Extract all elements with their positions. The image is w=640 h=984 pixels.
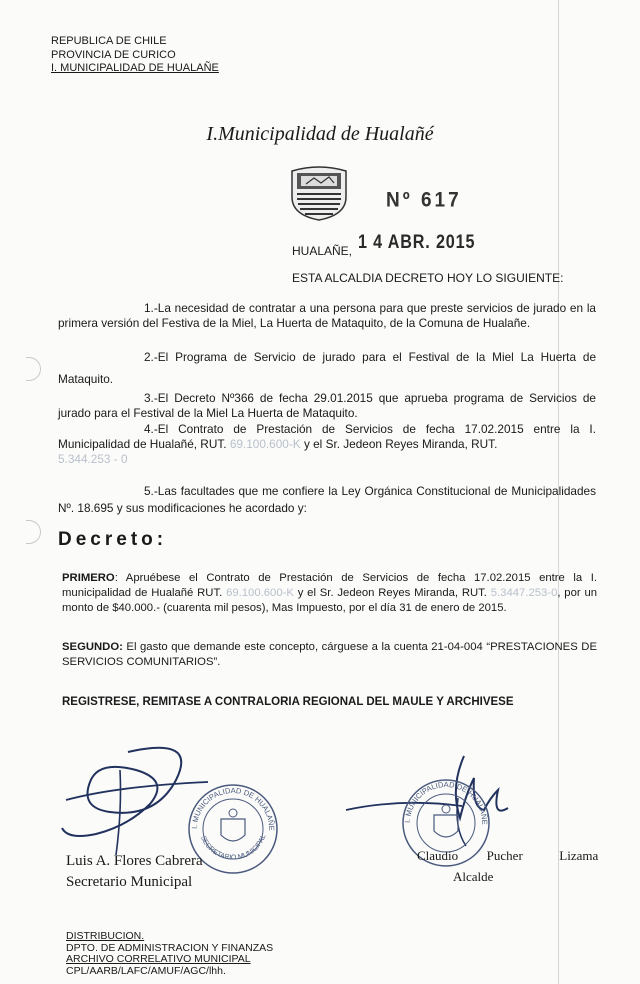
considerando-5: 5.-Las facultades que me confiere la Ley Orgánica Constitucional de Municipalidades Nº. 18.695 y sus modificaciones he acordado y: <box>58 484 596 515</box>
document-header <box>51 35 219 76</box>
punch-hole <box>26 357 41 381</box>
svg-text:I. MUNICIPALIDAD DE HUALAÑE <box>190 786 276 831</box>
distribution-initials: CPL/AARB/LAFC/AMUF/AGC/lhh. <box>66 964 226 977</box>
seal-text: I. MUNICIPALIDAD DE HUALAÑE <box>189 785 277 831</box>
seal-text: SECRETARIO MUNICIPAL <box>199 833 268 862</box>
segundo-label: SEGUNDO: <box>62 641 123 653</box>
distribution-item: DPTO. DE ADMINISTRACION Y FINANZAS <box>66 941 274 954</box>
distribution-item: ARCHIVO CORRELATIVO MUNICIPAL <box>66 953 251 965</box>
secretary-signature-block <box>66 851 203 893</box>
seal-text: I. MUNICIPALIDAD DE HUALAÑE <box>402 779 490 825</box>
mayor-middle-name: Pucher <box>486 848 523 863</box>
svg-text:SECRETARIO MUNICIPAL <box>199 834 267 862</box>
mayor-signature-block <box>417 845 598 887</box>
faded-rut: 69.100.600-K <box>226 587 294 599</box>
place-label: HUALAÑE, <box>292 244 353 258</box>
distribution-heading: DISTRIBUCION. <box>66 930 145 942</box>
date-stamp: 1 4 ABR. 2015 <box>358 232 476 253</box>
header-province: PROVINCIA DE CURICO <box>51 48 176 61</box>
considerando-3: 3.-El Decreto Nº366 de fecha 29.01.2015 que aprueba programa de Servicios de jurado para el Festival de la Miel La Huerta de Mataquito. <box>58 391 596 420</box>
secretary-name: Luis A. Flores Cabrera <box>66 853 203 869</box>
decree-number-stamp: Nº 617 <box>386 188 462 212</box>
mayor-title: Alcalde <box>453 869 494 884</box>
distribution-block <box>66 931 273 977</box>
primero-article: PRIMERO: Apruébese el Contrato de Prestación de Servicios de fecha 17.02.2015 entre la I. municipalidad de Hualañé RUT. 69.100.600-K y el Sr. Jedeon Reyes Miranda, RUT. 5.3447.253-0, por un monto de $40.000.- (cuarenta mil pesos), Mas Impuesto, por el día 31 de enero de 2015. <box>62 572 598 614</box>
registrese-line: REGISTRESE, REMITASE A CONTRALORIA REGIONAL DEL MAULE Y ARCHIVESE <box>62 696 514 708</box>
punch-hole <box>26 520 41 544</box>
primero-label: PRIMERO <box>62 572 115 584</box>
faded-rut: 69.100.600-K <box>229 437 301 451</box>
considerando-4: 4.-El Contrato de Prestación de Servicios de fecha 17.02.2015 entre la I. Municipalidad de Hualañé, RUT. 69.100.600-K y el Sr. Jedeon Reyes Miranda, RUT. 5.344.253 - 0 <box>58 422 596 466</box>
faded-rut: 5.3447.253-0 <box>490 587 558 599</box>
municipality-title: I.Municipalidad de Hualañé <box>206 123 434 145</box>
considerando-2: 2.-El Programa de Servicio de jurado para el Festival de la Miel La Huerta de Mataquito. <box>58 350 596 386</box>
header-municipality: I. MUNICIPALIDAD DE HUALAÑE <box>51 62 219 74</box>
mayor-last-name: Lizama <box>559 848 599 863</box>
considerando-1: 1.-La necesidad de contratar a una persona para que preste servicios de jurado en la primera versión del Festiva de la Miel, La Huerta de Mataquito, de la Comuna de Hualañe. <box>58 301 596 330</box>
secretary-title: Secretario Municipal <box>66 874 193 890</box>
segundo-article: SEGUNDO: El gasto que demande este concepto, cárguese a la cuenta 21-04-004 “PRESTACIONES DE SERVICIOS COMUNITARIOS”. <box>62 641 597 668</box>
decreto-heading: Decreto: <box>58 529 168 550</box>
declaration-line: ESTA ALCALDIA DECRETO HOY LO SIGUIENTE: <box>292 271 564 285</box>
header-country: REPUBLICA DE CHILE <box>51 35 167 47</box>
svg-text:I. MUNICIPALIDAD DE HUALAÑE <box>403 780 489 825</box>
mayor-first-name: Claudio <box>417 848 459 863</box>
municipal-crest-logo <box>288 163 350 221</box>
faded-rut: 5.344.253 - 0 <box>58 452 128 466</box>
